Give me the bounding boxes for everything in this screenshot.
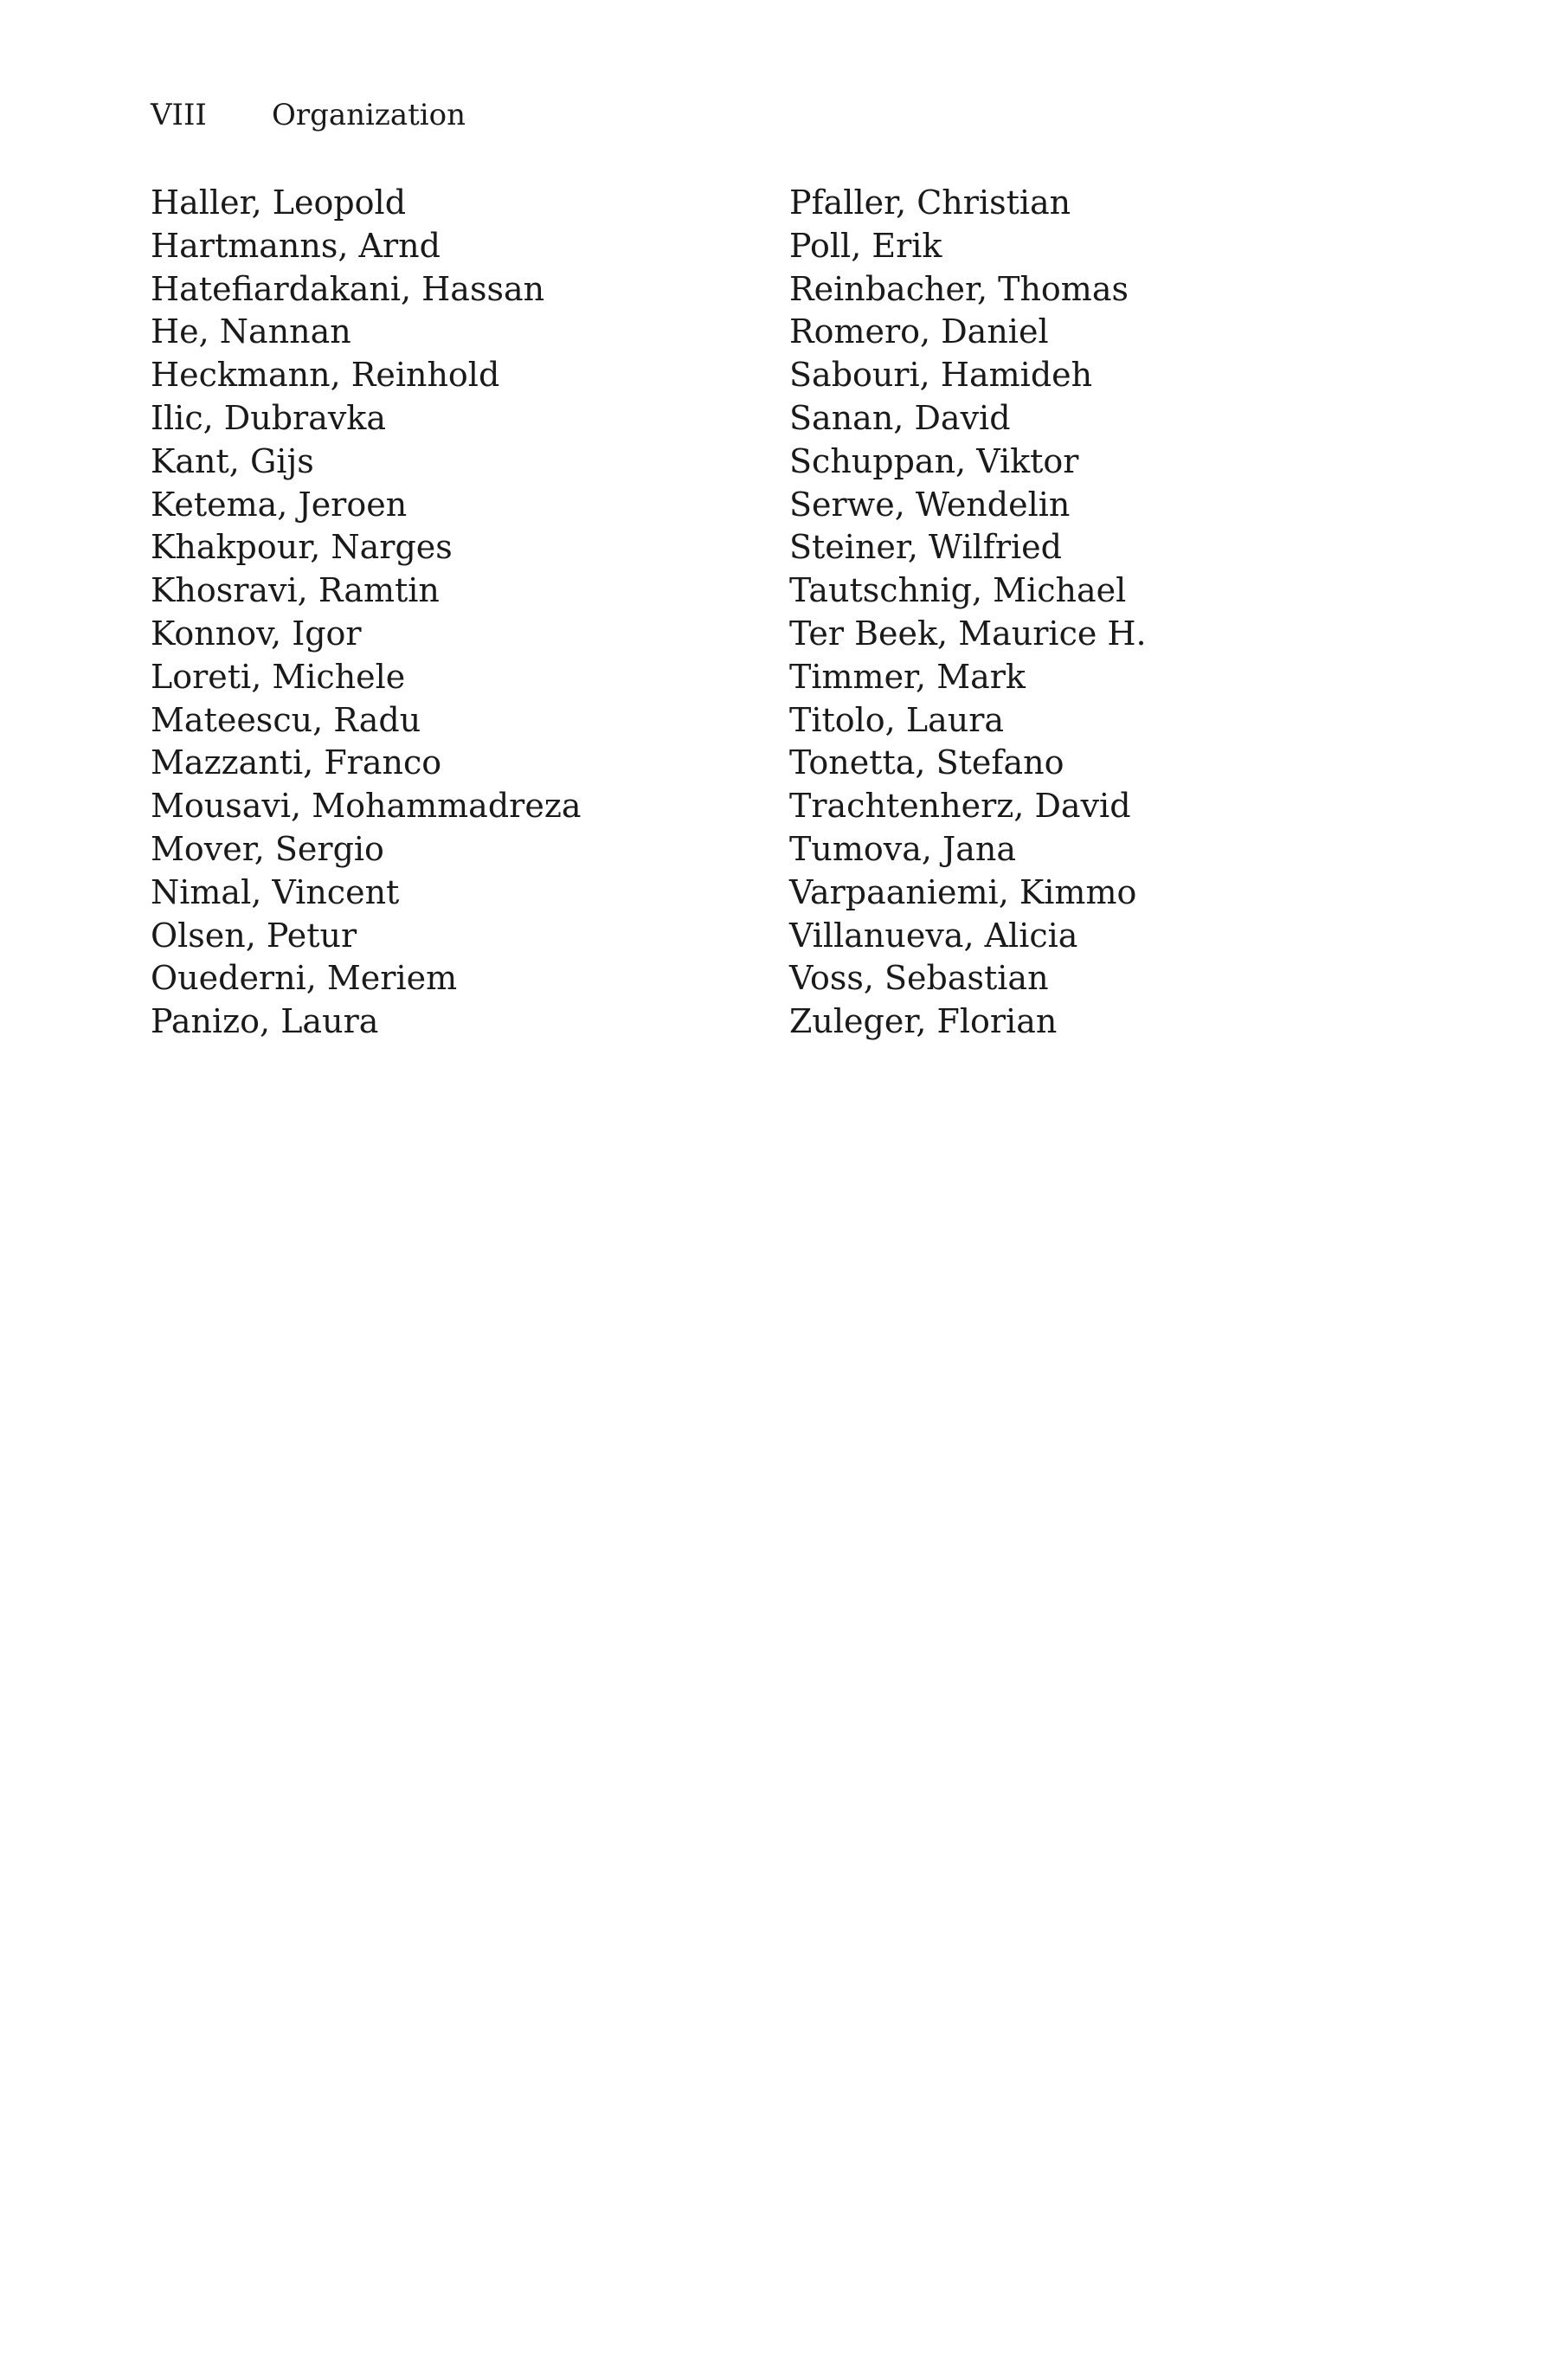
reviewer-name: Ouederni, Meriem	[151, 959, 458, 998]
reviewer-name: Pfaller, Christian	[789, 183, 1071, 222]
reviewer-list	[151, 182, 1397, 1044]
reviewer-name: Olsen, Petur	[151, 916, 357, 955]
reviewer-name: Sabouri, Hamideh	[789, 356, 1093, 395]
reviewer-name: Ilic, Dubravka	[151, 398, 386, 437]
reviewer-name: Hartmanns, Arnd	[151, 226, 441, 265]
reviewer-name: Konnov, Igor	[151, 614, 362, 653]
reviewer-name: Villanueva, Alicia	[789, 916, 1078, 955]
reviewer-name: Panizo, Laura	[151, 1002, 379, 1041]
reviewer-name: Trachtenherz, David	[789, 787, 1131, 826]
reviewer-name: Tumova, Jana	[789, 829, 1017, 868]
reviewer-name: Zuleger, Florian	[789, 1002, 1058, 1041]
reviewer-name: Varpaaniemi, Kimmo	[789, 872, 1137, 911]
reviewer-name: Hatefiardakani, Hassan	[151, 269, 545, 308]
running-header	[151, 93, 466, 137]
reviewer-name: Mazzanti, Franco	[151, 743, 442, 782]
reviewer-name: Ketema, Jeroen	[151, 485, 408, 524]
reviewer-name: Tonetta, Stefano	[789, 743, 1064, 782]
page-number: VIII	[151, 98, 207, 132]
reviewer-name: Haller, Leopold	[151, 183, 407, 222]
reviewer-name: Schuppan, Viktor	[789, 441, 1079, 480]
reviewer-name: Timmer, Mark	[789, 657, 1026, 696]
reviewer-name: Voss, Sebastian	[789, 959, 1049, 998]
reviewer-name: Titolo, Laura	[789, 700, 1005, 739]
reviewer-name: Nimal, Vincent	[151, 872, 400, 911]
reviewer-name: Tautschnig, Michael	[789, 571, 1127, 610]
reviewer-name: Mateescu, Radu	[151, 700, 421, 739]
reviewer-name: Steiner, Wilfried	[789, 528, 1062, 567]
reviewer-name: Romero, Daniel	[789, 312, 1049, 351]
reviewer-name: Heckmann, Reinhold	[151, 356, 500, 395]
reviewer-name: He, Nannan	[151, 312, 351, 351]
reviewer-name: Sanan, David	[789, 398, 1011, 437]
reviewer-name: Khosravi, Ramtin	[151, 571, 440, 610]
reviewer-name: Poll, Erik	[789, 226, 942, 265]
reviewer-name: Mover, Sergio	[151, 829, 384, 868]
reviewer-column-right	[789, 182, 1395, 1044]
reviewer-name: Loreti, Michele	[151, 657, 406, 696]
reviewer-name: Khakpour, Narges	[151, 528, 453, 567]
section-title: Organization	[272, 98, 466, 132]
reviewer-name: Reinbacher, Thomas	[789, 269, 1129, 308]
reviewer-name: Serwe, Wendelin	[789, 485, 1071, 524]
reviewer-column-left	[151, 182, 789, 1044]
reviewer-name: Ter Beek, Maurice H.	[789, 614, 1147, 653]
reviewer-name: Mousavi, Mohammadreza	[151, 787, 582, 826]
reviewer-name: Kant, Gijs	[151, 441, 314, 480]
